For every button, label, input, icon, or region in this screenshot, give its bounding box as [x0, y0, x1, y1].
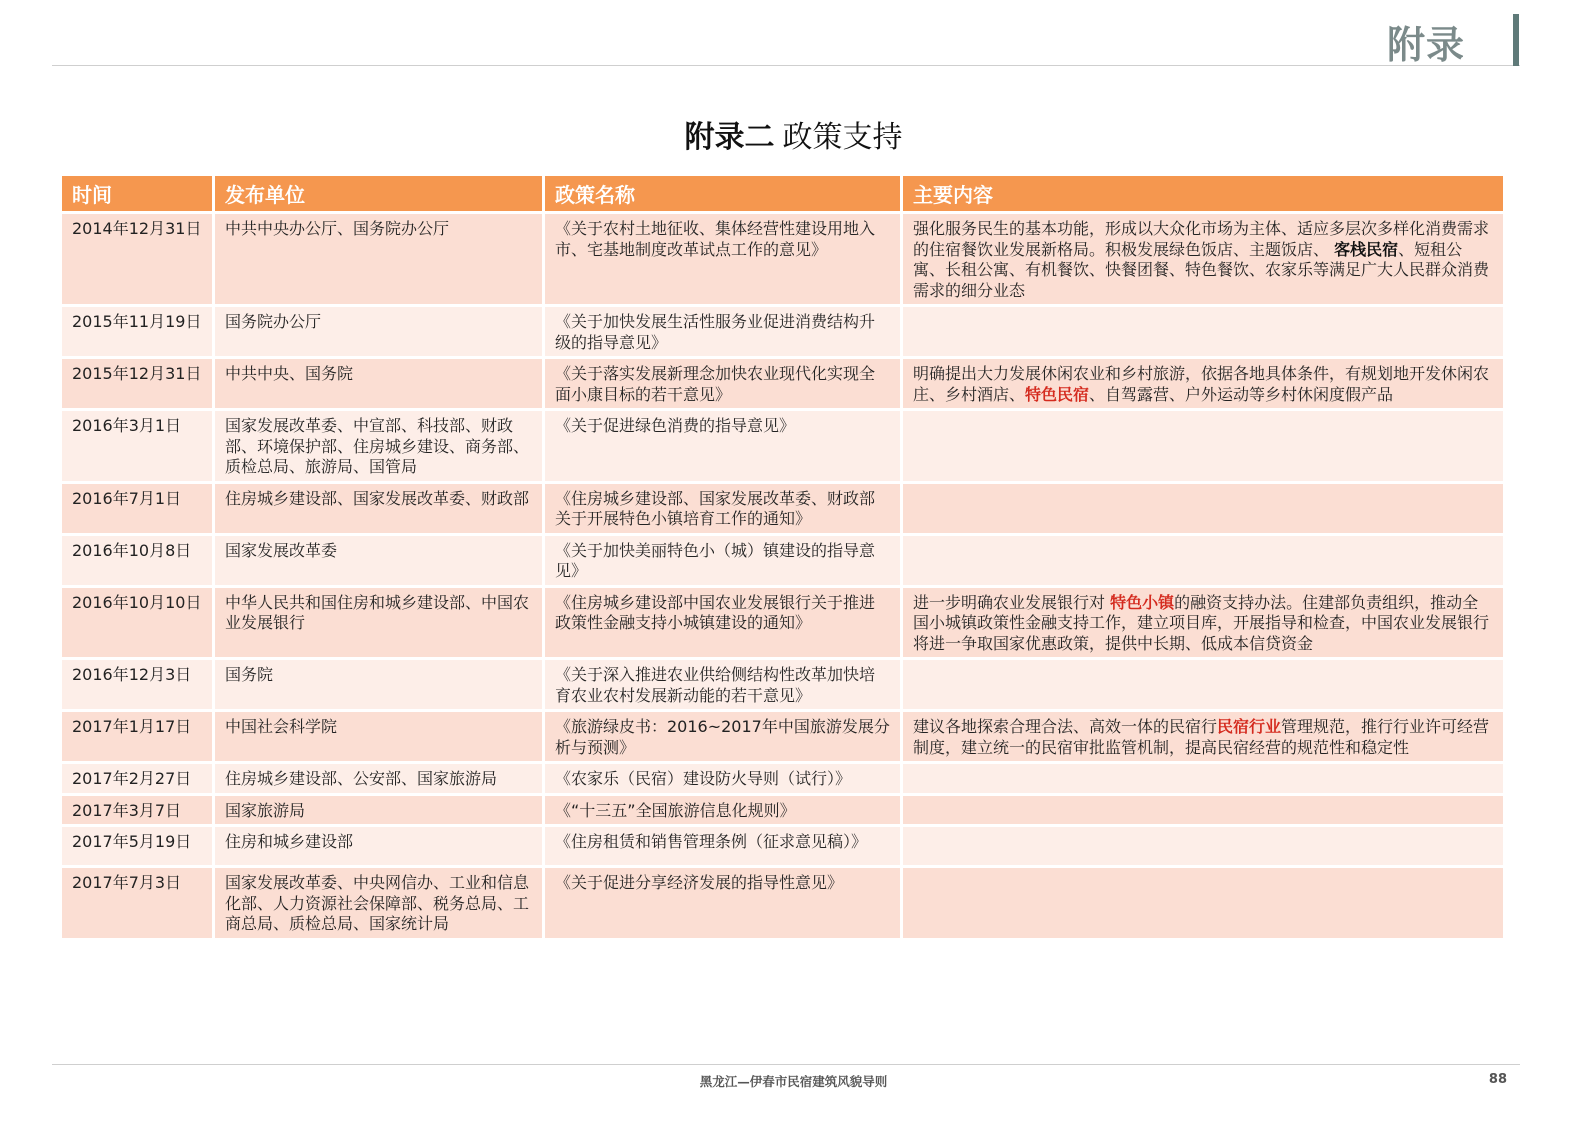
cell-policy: 《关于加快发展生活性服务业促进消费结构升级的指导意见》 [545, 304, 903, 356]
cell-issuer: 国家发展改革委、中宣部、科技部、财政部、环境保护部、住房城乡建设、商务部、质检总局、旅游局、国管局 [215, 408, 545, 481]
cell-issuer: 国家旅游局 [215, 793, 545, 825]
cell-content [903, 657, 1506, 709]
section-accent-bar [1513, 14, 1519, 66]
cell-content [903, 793, 1506, 825]
cell-issuer: 中共中央办公厅、国务院办公厅 [215, 211, 545, 304]
cell-content [903, 481, 1506, 533]
cell-issuer: 国务院办公厅 [215, 304, 545, 356]
content-highlight: 特色民宿 [1025, 384, 1090, 404]
cell-content [903, 865, 1506, 938]
cell-policy: 《关于促进分享经济发展的指导性意见》 [545, 865, 903, 938]
content-text-after: 管理规范，推行行业许可经营制度，建立统一的民宿审批监管机制，提高民宿经营的规范性和稳定性 [913, 717, 1490, 757]
cell-policy: 《农家乐（民宿）建设防火导则（试行）》 [545, 761, 903, 793]
page-title [0, 112, 1587, 156]
cell-policy: 《关于促进绿色消费的指导意见》 [545, 408, 903, 481]
policy-table-body [62, 211, 1506, 938]
cell-date: 2017年3月7日 [62, 793, 215, 825]
cell-date: 2015年11月19日 [62, 304, 215, 356]
cell-date: 2017年2月27日 [62, 761, 215, 793]
column-header-issuer: 发布单位 [215, 176, 545, 211]
cell-content [903, 356, 1506, 408]
cell-policy: 《住房城乡建设部中国农业发展银行关于推进政策性金融支持小城镇建设的通知》 [545, 585, 903, 658]
table-row [62, 304, 1506, 356]
content-highlight: 民宿行业 [1217, 717, 1282, 736]
cell-issuer: 中国社会科学院 [215, 709, 545, 761]
cell-policy: 《关于深入推进农业供给侧结构性改革加快培育农业农村发展新动能的若干意见》 [545, 657, 903, 709]
cell-policy: 《住房城乡建设部、国家发展改革委、财政部关于开展特色小镇培育工作的通知》 [545, 481, 903, 533]
cell-policy: 《“十三五”全国旅游信息化规则》 [545, 793, 903, 825]
cell-content [903, 408, 1506, 481]
cell-issuer: 住房和城乡建设部 [215, 824, 545, 865]
cell-issuer: 住房城乡建设部、国家发展改革委、财政部 [215, 481, 545, 533]
cell-content [903, 211, 1506, 304]
table-row [62, 533, 1506, 585]
content-text: 明确提出大力发展休闲农业和乡村旅游，依据各地具体条件，有规划地开发休闲农庄、乡村酒店、 [913, 364, 1490, 404]
content-text-after: 、自驾露营、户外运动等乡村休闲度假产品 [1089, 384, 1394, 404]
cell-date: 2015年12月31日 [62, 356, 215, 408]
table-row [62, 709, 1506, 761]
page-number: 88 [1488, 1072, 1507, 1087]
table-row [62, 793, 1506, 825]
cell-content [903, 533, 1506, 585]
cell-issuer: 国家发展改革委、中央网信办、工业和信息化部、人力资源社会保障部、税务总局、工商总局、质检总局、国家统计局 [215, 865, 545, 938]
content-highlight: 客栈民宿 [1334, 239, 1399, 259]
column-header-date: 时间 [62, 176, 215, 211]
table-row [62, 585, 1506, 658]
content-highlight: 特色小镇 [1110, 592, 1175, 612]
cell-issuer: 国家发展改革委 [215, 533, 545, 585]
cell-policy: 《旅游绿皮书：2016~2017年中国旅游发展分析与预测》 [545, 709, 903, 761]
table-header-row [62, 176, 1506, 211]
cell-date: 2017年5月19日 [62, 824, 215, 865]
table-row [62, 211, 1506, 304]
footer-document-title: 黑龙江—伊春市民宿建筑风貌导则 [699, 1074, 888, 1089]
cell-issuer: 中华人民共和国住房和城乡建设部、中国农业发展银行 [215, 585, 545, 658]
page-title-bold: 附录二 [684, 120, 775, 155]
cell-date: 2016年3月1日 [62, 408, 215, 481]
section-label: 附录 [1386, 23, 1465, 67]
content-text-after: 、短租公寓、长租公寓、有机餐饮、快餐团餐、特色餐饮、农家乐等满足广大人民群众消费需求的细分业态 [913, 239, 1490, 300]
cell-content [903, 585, 1506, 658]
table-row [62, 481, 1506, 533]
table-row [62, 865, 1506, 938]
cell-date: 2016年10月10日 [62, 585, 215, 658]
page-title-normal: 政策支持 [782, 120, 903, 155]
header-divider [52, 65, 1520, 66]
table-row [62, 761, 1506, 793]
policy-table [62, 176, 1506, 938]
cell-date: 2016年10月8日 [62, 533, 215, 585]
content-text: 进一步明确农业发展银行对 [913, 592, 1111, 612]
cell-issuer: 中共中央、国务院 [215, 356, 545, 408]
table-row [62, 824, 1506, 865]
cell-content [903, 304, 1506, 356]
cell-date: 2017年1月17日 [62, 709, 215, 761]
content-text: 建议各地探索合理合法、高效一体的民宿行 [913, 717, 1218, 736]
content-text-after: 的融资支持办法。住建部负责组织，推动全国小城镇政策性金融支持工作，建立项目库，开展指导和检查，中国农业发展银行将进一争取国家优惠政策，提供中长期、低成本信贷资金 [913, 592, 1490, 653]
table-row [62, 408, 1506, 481]
cell-issuer: 国务院 [215, 657, 545, 709]
cell-policy: 《住房租赁和销售管理条例（征求意见稿）》 [545, 824, 903, 865]
cell-content [903, 709, 1506, 761]
cell-policy: 《关于农村土地征收、集体经营性建设用地入市、宅基地制度改革试点工作的意见》 [545, 211, 903, 304]
column-header-policy: 政策名称 [545, 176, 903, 211]
column-header-content: 主要内容 [903, 176, 1506, 211]
table-row [62, 657, 1506, 709]
cell-date: 2014年12月31日 [62, 211, 215, 304]
cell-policy: 《关于加快美丽特色小（城）镇建设的指导意见》 [545, 533, 903, 585]
table-row [62, 356, 1506, 408]
cell-policy: 《关于落实发展新理念加快农业现代化实现全面小康目标的若干意见》 [545, 356, 903, 408]
footer-divider [52, 1064, 1520, 1065]
cell-issuer: 住房城乡建设部、公安部、国家旅游局 [215, 761, 545, 793]
cell-content [903, 824, 1506, 865]
content-text: 强化服务民生的基本功能，形成以大众化市场为主体、适应多层次多样化消费需求的住宿餐饮业发展新格局。积极发展绿色饭店、主题饭店、 [913, 219, 1490, 259]
cell-date: 2017年7月3日 [62, 865, 215, 938]
cell-date: 2016年7月1日 [62, 481, 215, 533]
cell-date: 2016年12月3日 [62, 657, 215, 709]
cell-content [903, 761, 1506, 793]
